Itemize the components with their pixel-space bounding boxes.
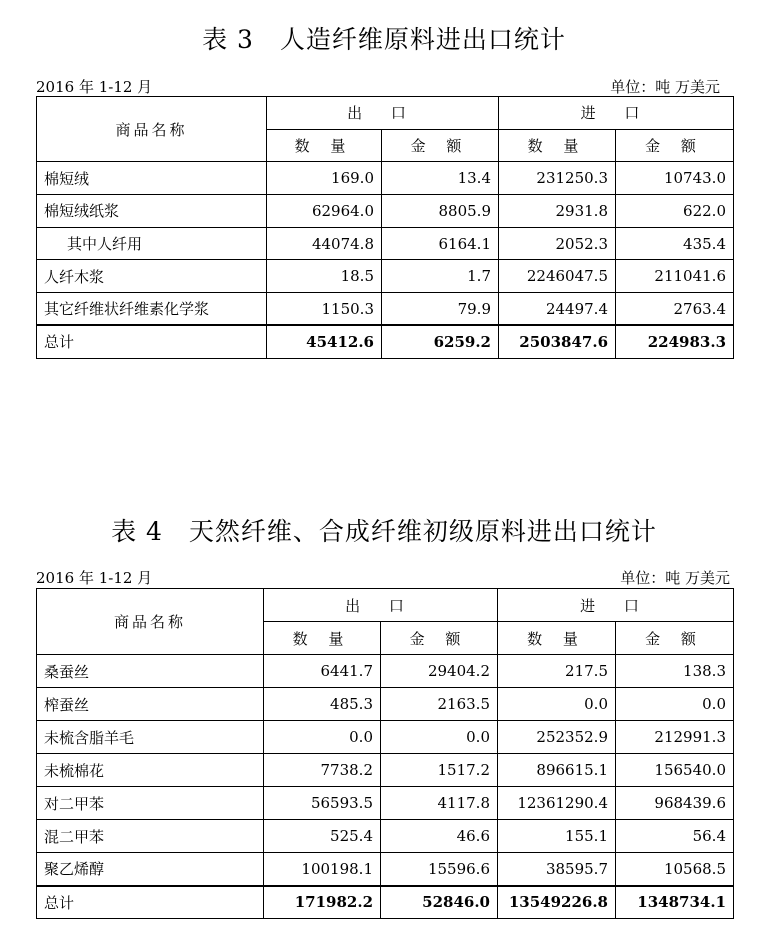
table3-title: 表 3 人造纤维原料进出口统计 bbox=[202, 25, 566, 54]
total-export-amt: 6259.2 bbox=[382, 325, 499, 358]
table4-header-row bbox=[37, 589, 734, 622]
table3-import-amt-header: 金 额 bbox=[616, 129, 734, 162]
import-amt: 56.4 bbox=[616, 820, 734, 853]
table-row bbox=[37, 195, 734, 228]
export-qty: 100198.1 bbox=[264, 853, 381, 886]
export-qty: 7738.2 bbox=[264, 754, 381, 787]
import-qty: 0.0 bbox=[498, 688, 616, 721]
import-qty: 2931.8 bbox=[499, 195, 616, 228]
table3-name-header: 商品名称 bbox=[37, 97, 267, 162]
table-row bbox=[37, 227, 734, 260]
row-name: 棉短绒 bbox=[37, 162, 267, 195]
total-export-qty: 45412.6 bbox=[267, 325, 382, 358]
import-amt: 10568.5 bbox=[616, 853, 734, 886]
table3-export-qty-header: 数 量 bbox=[267, 129, 382, 162]
import-qty: 896615.1 bbox=[498, 754, 616, 787]
table4-export-header: 出 口 bbox=[264, 589, 498, 622]
export-amt: 1.7 bbox=[382, 260, 499, 293]
table4-import-header: 进 口 bbox=[498, 589, 734, 622]
export-amt: 46.6 bbox=[381, 820, 498, 853]
row-name: 人纤木浆 bbox=[37, 260, 267, 293]
table4-unit: 单位：吨 万美元 bbox=[620, 569, 730, 587]
import-qty: 12361290.4 bbox=[498, 787, 616, 820]
import-amt: 622.0 bbox=[616, 195, 734, 228]
table-row bbox=[37, 754, 734, 787]
export-qty: 56593.5 bbox=[264, 787, 381, 820]
import-amt: 156540.0 bbox=[616, 754, 734, 787]
import-qty: 231250.3 bbox=[499, 162, 616, 195]
row-name: 榨蚕丝 bbox=[37, 688, 264, 721]
table3-unit: 单位：吨 万美元 bbox=[610, 78, 720, 96]
table3-import-header: 进 口 bbox=[499, 97, 734, 130]
table4-date: 2016 年 1-12 月 bbox=[36, 569, 153, 587]
row-name: 未梳含脂羊毛 bbox=[37, 721, 264, 754]
table-row bbox=[37, 820, 734, 853]
export-qty: 6441.7 bbox=[264, 655, 381, 688]
export-amt: 79.9 bbox=[382, 293, 499, 326]
table4-total-row bbox=[37, 886, 734, 919]
table3-total-row bbox=[37, 325, 734, 358]
table4-export-amt-header: 金 额 bbox=[381, 622, 498, 655]
row-name: 聚乙烯醇 bbox=[37, 853, 264, 886]
export-amt: 8805.9 bbox=[382, 195, 499, 228]
export-amt: 2163.5 bbox=[381, 688, 498, 721]
export-qty: 1150.3 bbox=[267, 293, 382, 326]
import-qty: 2052.3 bbox=[499, 227, 616, 260]
table3-grid bbox=[36, 96, 734, 359]
export-amt: 13.4 bbox=[382, 162, 499, 195]
table-row bbox=[37, 293, 734, 326]
table4-title: 表 4 天然纤维、合成纤维初级原料进出口统计 bbox=[111, 517, 657, 546]
table3-export-header: 出 口 bbox=[267, 97, 499, 130]
import-amt: 435.4 bbox=[616, 227, 734, 260]
import-amt: 2763.4 bbox=[616, 293, 734, 326]
table3-section bbox=[0, 0, 768, 400]
total-label: 总计 bbox=[37, 886, 264, 919]
table-row bbox=[37, 260, 734, 293]
import-amt: 10743.0 bbox=[616, 162, 734, 195]
total-import-amt: 224983.3 bbox=[616, 325, 734, 358]
row-name: 桑蚕丝 bbox=[37, 655, 264, 688]
import-amt: 212991.3 bbox=[616, 721, 734, 754]
table-row bbox=[37, 853, 734, 886]
table4-name-header: 商品名称 bbox=[37, 589, 264, 655]
table4-section bbox=[0, 500, 768, 944]
export-amt: 1517.2 bbox=[381, 754, 498, 787]
table-row bbox=[37, 655, 734, 688]
import-amt: 138.3 bbox=[616, 655, 734, 688]
table-row bbox=[37, 721, 734, 754]
import-qty: 24497.4 bbox=[499, 293, 616, 326]
table-row bbox=[37, 162, 734, 195]
total-label: 总计 bbox=[37, 325, 267, 358]
table3-import-qty-header: 数 量 bbox=[499, 129, 616, 162]
row-name: 其中人纤用 bbox=[37, 227, 267, 260]
export-qty: 0.0 bbox=[264, 721, 381, 754]
row-name: 对二甲苯 bbox=[37, 787, 264, 820]
export-amt: 0.0 bbox=[381, 721, 498, 754]
total-import-qty: 2503847.6 bbox=[499, 325, 616, 358]
export-qty: 18.5 bbox=[267, 260, 382, 293]
total-import-amt: 1348734.1 bbox=[616, 886, 734, 919]
table4-export-qty-header: 数 量 bbox=[264, 622, 381, 655]
import-qty: 217.5 bbox=[498, 655, 616, 688]
export-amt: 6164.1 bbox=[382, 227, 499, 260]
import-qty: 252352.9 bbox=[498, 721, 616, 754]
row-name: 未梳棉花 bbox=[37, 754, 264, 787]
export-amt: 4117.8 bbox=[381, 787, 498, 820]
export-qty: 525.4 bbox=[264, 820, 381, 853]
export-qty: 169.0 bbox=[267, 162, 382, 195]
total-import-qty: 13549226.8 bbox=[498, 886, 616, 919]
import-amt: 211041.6 bbox=[616, 260, 734, 293]
import-amt: 0.0 bbox=[616, 688, 734, 721]
table4-import-amt-header: 金 额 bbox=[616, 622, 734, 655]
row-name: 棉短绒纸浆 bbox=[37, 195, 267, 228]
import-qty: 38595.7 bbox=[498, 853, 616, 886]
import-amt: 968439.6 bbox=[616, 787, 734, 820]
import-qty: 155.1 bbox=[498, 820, 616, 853]
table-row bbox=[37, 787, 734, 820]
table-row bbox=[37, 688, 734, 721]
table4-import-qty-header: 数 量 bbox=[498, 622, 616, 655]
table3-date: 2016 年 1-12 月 bbox=[36, 78, 153, 96]
import-qty: 2246047.5 bbox=[499, 260, 616, 293]
total-export-amt: 52846.0 bbox=[381, 886, 498, 919]
total-export-qty: 171982.2 bbox=[264, 886, 381, 919]
table4-grid bbox=[36, 588, 734, 919]
export-qty: 62964.0 bbox=[267, 195, 382, 228]
export-amt: 29404.2 bbox=[381, 655, 498, 688]
table3-export-amt-header: 金 额 bbox=[382, 129, 499, 162]
export-qty: 44074.8 bbox=[267, 227, 382, 260]
row-name: 其它纤维状纤维素化学浆 bbox=[37, 293, 267, 326]
table3-header-row bbox=[37, 97, 734, 130]
export-qty: 485.3 bbox=[264, 688, 381, 721]
export-amt: 15596.6 bbox=[381, 853, 498, 886]
row-name: 混二甲苯 bbox=[37, 820, 264, 853]
